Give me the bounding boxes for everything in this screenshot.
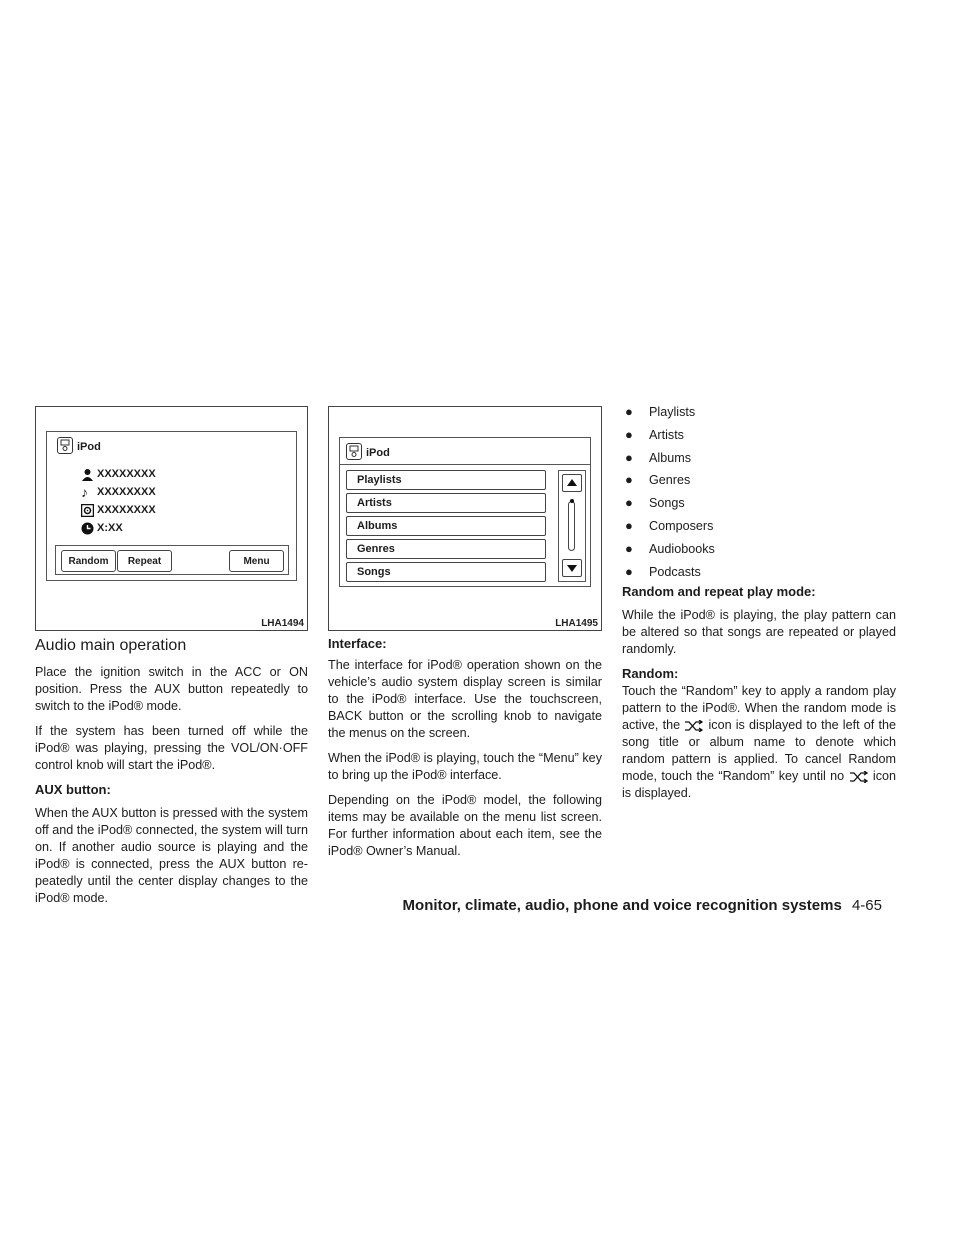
paragraph: If the system has been turned off while the iPod® was playing, pressing the VOL/ON·OFF control knob will start the iPod®.	[35, 724, 308, 772]
section-heading: Audio main operation	[35, 637, 187, 654]
artist-icon	[81, 468, 94, 481]
menu-item-artists[interactable]: Artists	[346, 493, 546, 513]
figure-id: LHA1495	[555, 618, 598, 629]
page-number: 4-65	[851, 897, 882, 914]
paragraph: Depending on the iPod® model, the following items may be available on the menu list screen. For further information about each item, see the iPod® Owner’s Manual.	[328, 793, 602, 858]
paragraph: When the AUX button is pressed with the system off and the iPod® connected, the system will turn on. If another audio source is playing and the iPod® is connected, press the AUX button re-peatedly until the center display changes to the iPod® mode.	[35, 806, 308, 905]
list-item: ● Composers	[625, 517, 714, 533]
footer-section: Monitor, climate, audio, phone and voice recognition systems	[402, 897, 842, 914]
scroll-up-button[interactable]	[562, 474, 582, 492]
album-icon	[81, 504, 94, 517]
screen-title: iPod	[77, 441, 101, 453]
menu-item-albums[interactable]: Albums	[346, 516, 546, 536]
list-item: ● Artists	[625, 426, 684, 442]
paragraph: While the iPod® is playing, the play pattern can be altered so that songs are repeated or played randomly.	[622, 608, 896, 657]
random-button[interactable]: Random	[61, 550, 116, 572]
title-divider	[340, 464, 590, 465]
list-item: ● Genres	[625, 472, 691, 488]
repeat-button[interactable]: Repeat	[117, 550, 172, 572]
menu-button[interactable]: Menu	[229, 550, 284, 572]
screen-title: iPod	[366, 447, 390, 459]
arrow-up-icon	[563, 475, 581, 491]
menu-items-list	[622, 401, 896, 583]
list-item: ● Songs	[625, 495, 685, 511]
ipod-screen	[46, 431, 297, 581]
subheading: Interface:	[328, 636, 387, 651]
scroll-down-button[interactable]	[562, 559, 582, 577]
clock-icon	[81, 522, 94, 535]
softkey-bar	[55, 545, 289, 575]
info-row-artist	[81, 466, 156, 482]
column-right	[622, 401, 896, 810]
column-middle	[328, 636, 602, 868]
info-album: XXXXXXXX	[97, 504, 156, 516]
list-item: ● Audiobooks	[625, 540, 715, 556]
paragraph-random: Touch the “Random” key to apply a random play pattern to the iPod®. When the random mode is active, the icon is displayed to the left of the song title or album name to denote which random pattern is applied. To cancel Random mode, touch the “Random” key until no icon is displayed.	[622, 684, 896, 801]
ipod-icon	[346, 443, 362, 460]
ipod-menu-screen	[339, 437, 591, 587]
paragraph: Place the ignition switch in the ACC or ON position. Press the AUX button repeatedly to switch to the iPod® mode.	[35, 665, 308, 713]
page-footer	[403, 897, 882, 914]
figure-id: LHA1494	[261, 618, 304, 629]
subheading: AUX button:	[35, 782, 111, 797]
subheading: Random:	[622, 666, 679, 682]
ipod-icon	[57, 437, 73, 454]
menu-item-playlists[interactable]: Playlists	[346, 470, 546, 490]
column-left	[35, 636, 308, 915]
info-row-album	[81, 502, 156, 518]
arrow-down-icon	[563, 560, 581, 576]
shuffle-icon	[849, 771, 869, 783]
info-song: XXXXXXXX	[97, 486, 156, 498]
info-artist: XXXXXXXX	[97, 468, 156, 480]
info-time: X:XX	[97, 522, 123, 534]
subheading: Random and repeat play mode:	[622, 584, 816, 600]
song-note-icon: ♪	[81, 484, 88, 500]
paragraph: The interface for iPod® operation shown on the vehicle’s audio system display screen is similar to the iPod® interface. Use the touchscreen, BACK button or the scrolling knob to navigate the menus on the screen.	[328, 658, 602, 740]
list-item: ● Albums	[625, 449, 691, 465]
menu-item-songs[interactable]: Songs	[346, 562, 546, 582]
menu-item-genres[interactable]: Genres	[346, 539, 546, 559]
info-row-song	[81, 484, 156, 500]
scroll-panel	[558, 470, 586, 582]
info-row-time	[81, 520, 123, 536]
scrollbar-track[interactable]	[568, 501, 575, 551]
paragraph: When the iPod® is playing, touch the “Menu” key to bring up the iPod® interface.	[328, 751, 602, 782]
shuffle-icon	[684, 720, 704, 732]
figure-lha1495	[328, 406, 602, 631]
list-item: ● Playlists	[625, 404, 696, 419]
figure-lha1494	[35, 406, 308, 631]
scrollbar-thumb[interactable]	[570, 499, 574, 503]
list-item: ● Podcasts	[625, 563, 701, 579]
